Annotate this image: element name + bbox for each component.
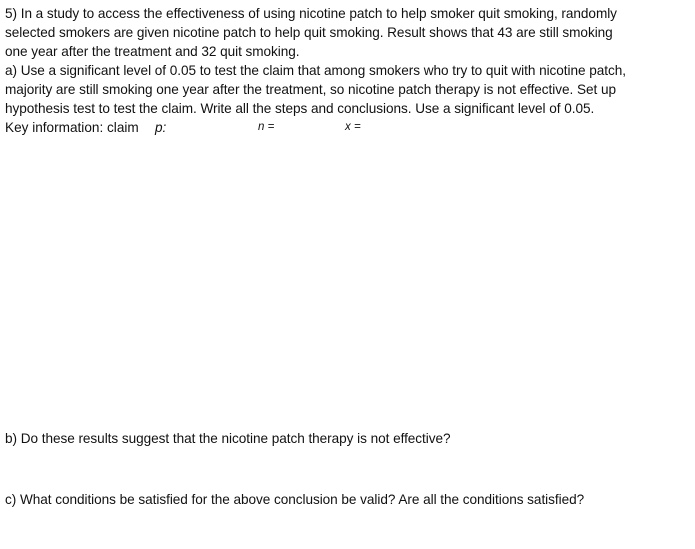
part-a-line-2: majority are still smoking one year after the treatment, so nicotine patch therapy is not effective. Set up bbox=[5, 82, 616, 97]
n-label: n = bbox=[258, 121, 275, 133]
part-c-question: c) What conditions be satisfied for the above conclusion be valid? Are all the conditions satisfied? bbox=[5, 492, 585, 507]
key-information-line bbox=[5, 118, 685, 137]
x-label: x = bbox=[345, 121, 361, 133]
part-a-line-1: a) Use a significant level of 0.05 to test the claim that among smokers who try to quit with nicotine patch, bbox=[5, 63, 626, 78]
question-intro-line-1: 5) In a study to access the effectiveness of using nicotine patch to help smoker quit smoking, randomly bbox=[5, 6, 617, 21]
question-intro-line-2: selected smokers are given nicotine patch to help quit smoking. Result shows that 43 are still smoking bbox=[5, 25, 613, 40]
key-information-label: Key information: claim bbox=[5, 120, 139, 135]
part-a-line-3: hypothesis test to test the claim. Write all the steps and conclusions. Use a significant level of 0.05. bbox=[5, 101, 595, 116]
question-intro-line-3: one year after the treatment and 32 quit smoking. bbox=[5, 44, 300, 59]
claim-p-label: p: bbox=[155, 120, 167, 135]
part-b-question: b) Do these results suggest that the nicotine patch therapy is not effective? bbox=[5, 431, 451, 446]
